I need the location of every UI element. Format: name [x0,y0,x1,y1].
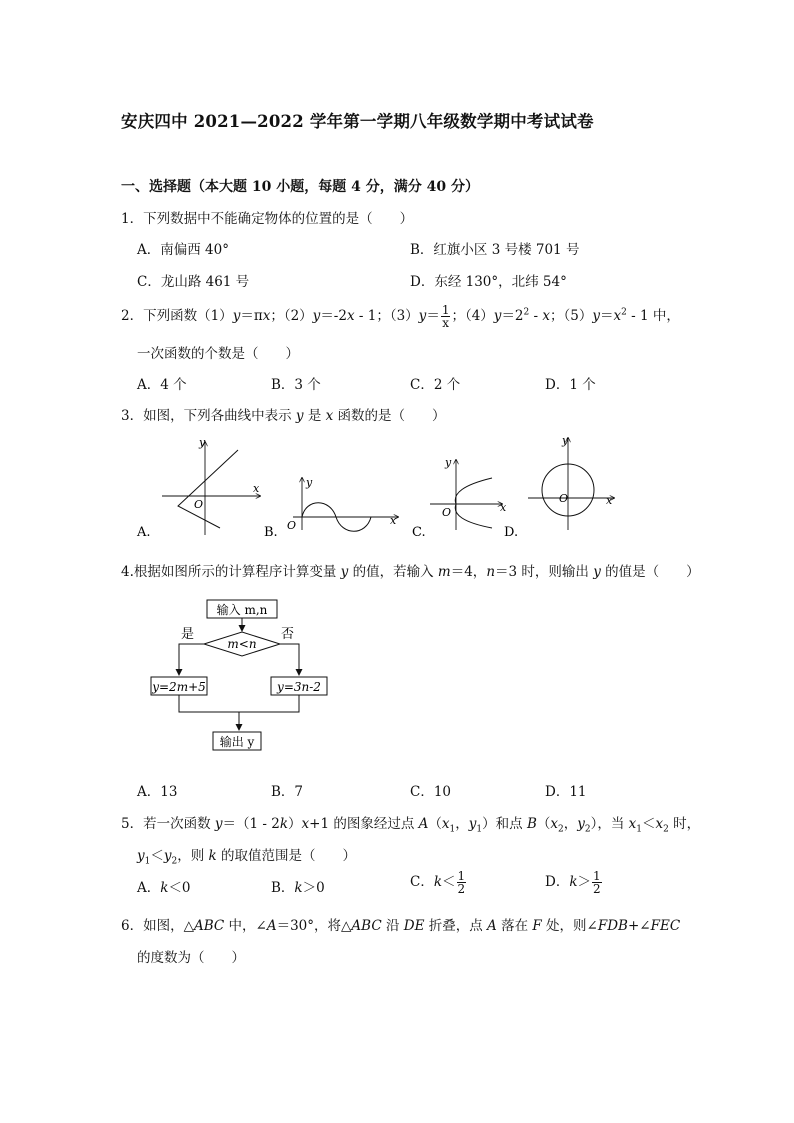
q2-option-b: B．3 个 [271,377,321,393]
x-axis-label: x [253,482,260,495]
y-axis-label: y [445,456,452,469]
q4-option-b: B．7 [271,784,304,800]
flow-yes-label: 是 [181,627,195,642]
x-axis-label: x [500,501,507,514]
origin-label: O [287,519,297,532]
graph-a-label: A. [137,525,151,540]
question-6-line1: 6．如图，△ABC 中，∠A＝30°，将△ABC 沿 DE 折叠，点 A 落在 F 处，则∠FDB+∠FEC [121,918,681,934]
fraction-one-over-x: $\frac{1}{x}$ [441,303,450,330]
x-axis-label: x [390,514,397,527]
section-heading-choice: 一、选择题（本大题 10 小题，每题 4 分，满分 40 分） [121,179,479,195]
y-axis-label: y [562,434,569,447]
flow-condition: m<n [227,637,257,651]
flow-left-box: y=2m+5 [152,680,206,694]
flow-output-box: 输出 y [219,735,255,749]
q5-option-a: A．k＜0 [137,880,191,896]
q5-option-b: B．k＞0 [271,880,325,896]
origin-label: O [559,492,569,505]
x-axis-label: x [606,494,613,507]
flow-no-label: 否 [281,627,295,642]
graph-c-label: C. [412,525,426,540]
flow-right-box: y=3n-2 [277,680,321,694]
q4-flowchart [145,594,345,756]
question-5-line1: 5．若一次函数 y＝（1 - 2k）x+1 的图象经过点 $A(x_1$，$y_1$）和点 $B(x_2$，$y_2$），当 $x_1<x_2$ 时， [121,816,701,835]
q1-option-a: A．南偏西 40° [137,242,229,258]
graph-d-label: D. [504,525,519,540]
question-3: 3．如图，下列各曲线中表示 y 是 x 函数的是（ ） [121,408,446,424]
graph-b-label: B. [264,525,278,540]
question-5-line2: $y_1<y_2$，则 k 的取值范围是（ ） [137,848,357,867]
q2-option-c: C．2 个 [410,377,461,393]
graph-b [287,476,398,532]
q1-option-c: C．龙山路 461 号 [137,274,250,290]
graph-d [528,434,614,530]
q4-option-c: C．10 [410,784,452,800]
q3-graphs [130,430,630,545]
question-2-line2: 一次函数的个数是（ ） [137,346,299,362]
question-6-line2: 的度数为（ ） [137,950,245,966]
graph-a [162,436,260,535]
question-number: 1． [121,211,144,227]
q1-option-d: D．东经 130°，北纬 54° [410,274,567,290]
q2-option-d: D．1 个 [545,377,596,393]
origin-label: O [194,498,204,511]
q2-option-a: A．4 个 [137,377,187,393]
question-4: 4.根据如图所示的计算程序计算变量 y 的值，若输入 m＝4，n＝3 时，则输出 y 的值是（ ） [121,564,700,580]
page-title: 安庆四中 2021—2022 学年第一学期八年级数学期中考试试卷 [121,112,594,131]
question-stem: 下列数据中不能确定物体的位置的是（ ） [143,211,414,227]
q4-option-a: A．13 [137,784,178,800]
y-axis-label: y [306,476,313,489]
fraction-one-half: $\frac{1}{2}$ [457,869,466,896]
q5-option-c: C．k＜ $\frac{1}{2}$ [410,869,466,896]
fraction-one-half: $\frac{1}{2}$ [593,869,601,896]
question-1 [121,207,413,227]
origin-label: O [442,506,452,519]
graph-c [430,456,507,530]
flow-input-box: 输入 m,n [216,603,268,617]
question-2-line1: 2．下列函数（1）y＝πx；（2）y＝-2x - 1；（3）y＝ $\frac{1}{x}$ ；$(4)y=2^2 - x$；$(5)y=x^2 - 1$ 中， [121,303,680,330]
y-axis-label: y [199,436,206,449]
q5-option-d: D．k＞ $\frac{1}{2}$ [545,869,601,896]
q1-option-b: B．红旗小区 3 号楼 701 号 [410,242,580,258]
q4-option-d: D．11 [545,784,587,800]
